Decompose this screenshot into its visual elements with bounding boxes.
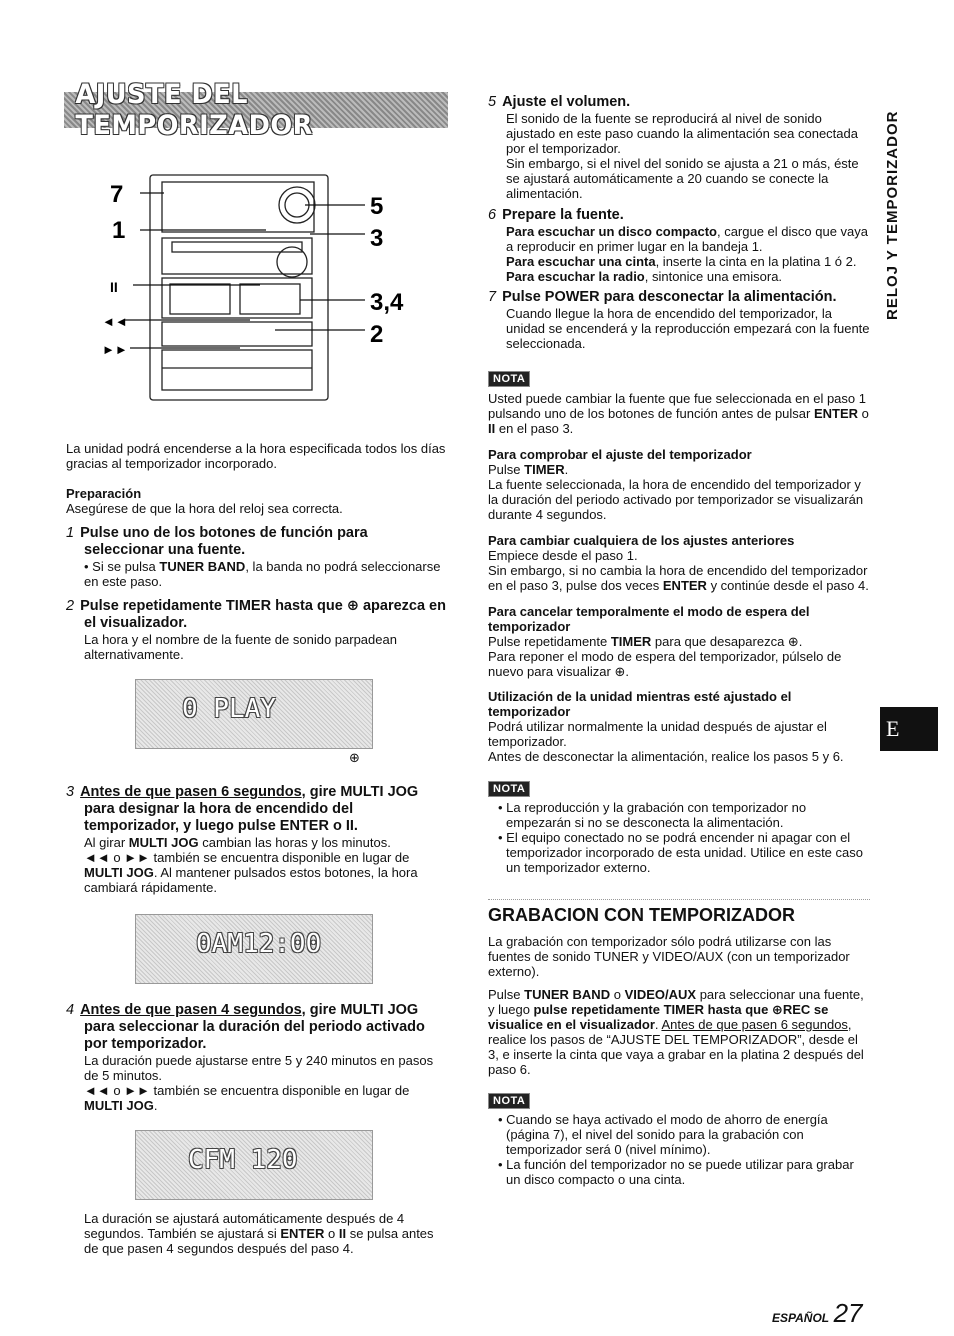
step-5 [488, 94, 870, 201]
diagram-label-ff: ►► [102, 342, 128, 357]
nota-2 [488, 779, 870, 875]
change-title: Para cambiar cualquiera de los ajustes anteriores [488, 533, 795, 548]
step-6-radio: Para escuchar la radio, sintonice una emisora. [506, 269, 783, 284]
diagram-label-5: 5 [370, 193, 384, 220]
diagram-label-34: 3,4 [370, 289, 404, 316]
step-3-line-1: Al girar MULTI JOG cambian las horas y los minutos. [84, 835, 391, 850]
change-text: Sin embargo, si no cambia la hora de encendido del temporizador en el paso 3, pulse dos veces ENTER y continúe desde el paso 4. [488, 563, 869, 593]
cancel-text-2: Para reponer el modo de espera del temporizador, púlselo de nuevo para visualizar ⊕. [488, 649, 842, 679]
step-1-title: 1 Pulse uno de los botones de función para seleccionar una fuente. [66, 525, 368, 558]
step-2 [66, 598, 446, 662]
language-tab-letter: E [886, 716, 900, 741]
step-1 [66, 525, 446, 589]
step-5-text-2: Sin embargo, si el nivel del sonido se ajusta a 21 o más, éste se ajustará automáticamente a 20 cuando se conecte la alimentación. [506, 156, 859, 201]
step-7-text: Cuando llegue la hora de encendido del temporizador, la unidad se encenderá y la reproducción empezará con la fuente seleccionada. [506, 306, 870, 351]
page-number: 27 [833, 1298, 863, 1328]
cancel-title: Para cancelar temporalmente el modo de espera del temporizador [488, 604, 810, 634]
use-section [488, 689, 870, 764]
check-title: Para comprobar el ajuste del temporizador [488, 447, 752, 462]
page-title: AJUSTE DEL TEMPORIZADOR [75, 79, 313, 141]
use-text-1: Podrá utilizar normalmente la unidad después de ajustar el temporizador. [488, 719, 827, 749]
lcd-display-3 [135, 1130, 373, 1200]
nota-1-text: Usted puede cambiar la fuente que fue seleccionada en el paso 1 pulsando uno de los botones de función antes de pulsar ENTER o II en el paso 3. [488, 391, 869, 436]
step-4-line-2: ◄◄ o ►► también se encuentra disponible en lugar de MULTI JOG. [84, 1083, 410, 1113]
step-5-title: 5 Ajuste el volumen. [488, 94, 631, 110]
diagram-label-2: 2 [370, 321, 384, 348]
change-line-1: Empiece desde el paso 1. [488, 548, 638, 563]
list-item: • El equipo conectado no se podrá encender ni apagar con el temporizador incorporado de esta unidad. Utilice en este caso un temporizador externo. [498, 830, 863, 875]
cancel-text-1: Pulse repetidamente TIMER para que desaparezca ⊕. [488, 634, 803, 649]
page-footer [772, 1298, 863, 1329]
lcd-1-text: 0 PLAY [182, 694, 276, 724]
check-line-1: Pulse TIMER. [488, 462, 569, 477]
step-2-text: La hora y el nombre de la fuente de sonido parpadean alternativamente. [84, 632, 397, 662]
list-item: • Cuando se haya activado el modo de ahorro de energía (página 7), el nivel del sonido para la grabación con temporizador será 0 (nivel mínimo). [498, 1112, 828, 1157]
check-text: La fuente seleccionada, la hora de encendido del temporizador y la duración del periodo activado por temporizador se visualizarán durante 4 segundos. [488, 477, 864, 522]
step-6-title: 6 Prepare la fuente. [488, 207, 624, 223]
check-section [488, 447, 870, 522]
timer-symbol: ⊕ [349, 750, 360, 765]
grab-title: GRABACION CON TEMPORIZADOR [488, 905, 795, 925]
nota-3 [488, 1091, 870, 1187]
step-3 [66, 784, 446, 895]
diagram-label-rew: ◄◄ [102, 314, 128, 329]
step-4-after-text: La duración se ajustará automáticamente después de 4 segundos. También se ajustará si ENTER o II se pulsa antes de que pasen 4 segundos después del paso 4. [84, 1211, 434, 1256]
nota-1-badge: NOTA [488, 371, 530, 387]
nota-3-list [488, 1112, 870, 1187]
list-item: • La función del temporizador no se puede utilizar para grabar un disco compacto o una cinta. [498, 1157, 854, 1187]
step-6 [488, 207, 870, 284]
change-section [488, 533, 870, 593]
side-section-label: RELOJ Y TEMPORIZADOR [884, 110, 901, 320]
step-4-line-1: La duración puede ajustarse entre 5 y 240 minutos en pasos de 5 minutos. [84, 1053, 434, 1083]
nota-2-list [488, 800, 870, 875]
use-title: Utilización de la unidad mientras esté ajustado el temporizador [488, 689, 792, 719]
step-7-title: 7 Pulse POWER para desconectar la alimentación. [488, 289, 837, 305]
page-title-banner [64, 79, 448, 141]
diagram-label-7: 7 [110, 181, 124, 208]
lcd-2-text: 0AM12:00 [196, 929, 322, 959]
stereo-diagram [100, 170, 430, 410]
grab-section [488, 899, 870, 1077]
cancel-section [488, 604, 870, 679]
prep-text: Asegúrese de que la hora del reloj sea correcta. [66, 501, 343, 516]
language-tab [880, 707, 938, 751]
lcd-display-2 [135, 914, 373, 984]
diagram-label-3: 3 [370, 225, 384, 252]
use-text-2: Antes de desconectar la alimentación, realice los pasos 5 y 6. [488, 749, 844, 764]
step-4-title: 4 Antes de que pasen 4 segundos, gire MULTI JOG para seleccionar la duración del periodo activado por temporizador. [66, 1002, 425, 1052]
nota-1 [488, 369, 870, 436]
step-3-title: 3 Antes de que pasen 6 segundos, gire MULTI JOG para designar la hora de encendido del temporizador, y luego pulse ENTER o II. [66, 784, 419, 834]
diagram-label-1: 1 [112, 217, 126, 244]
step-6-cd: Para escuchar un disco compacto, cargue el disco que vaya a reproducir en primer lugar en la bandeja 1. [506, 224, 869, 254]
diagram-label-pause: II [110, 279, 118, 295]
intro-text: La unidad podrá encenderse a la hora especificada todos los días gracias al temporizador incorporado. [66, 441, 446, 471]
left-column [66, 441, 446, 662]
right-column [488, 94, 870, 1187]
step-7 [488, 289, 870, 351]
lcd-3-text: CFM 120 [188, 1145, 298, 1175]
step-4 [66, 1002, 446, 1113]
step-5-text-1: El sonido de la fuente se reproducirá al nivel de sonido ajustado en este paso cuando la alimentación sea conectada por el temporizador. [506, 111, 858, 156]
footer-language: ESPAÑOL [772, 1311, 830, 1325]
nota-2-badge: NOTA [488, 781, 530, 797]
prep-title: Preparación [66, 486, 142, 501]
lcd-display-1 [135, 679, 373, 749]
step-3-line-2: ◄◄ o ►► también se encuentra disponible en lugar de MULTI JOG. Al mantener pulsados estos botones, la hora cambiará rápidamente. [84, 850, 418, 895]
grab-text-2: Pulse TUNER BAND o VIDEO/AUX para seleccionar una fuente, y luego pulse repetidamente TIMER hasta que ⊕REC se visualice en el visualizador. Antes de que pasen 6 segundos, realice los pasos de “AJUSTE DEL TEMPORIZADOR”, desde el 3, e inserte la cinta que vaya a grabar en la platina 2 después del paso 6. [488, 987, 864, 1077]
step-4-after [84, 1211, 444, 1256]
nota-3-badge: NOTA [488, 1093, 530, 1109]
step-2-title: 2 Pulse repetidamente TIMER hasta que ⊕ aparezca en el visualizador. [66, 598, 446, 631]
step-6-tape: Para escuchar una cinta, inserte la cinta en la platina 1 ó 2. [506, 254, 857, 269]
list-item: • La reproducción y la grabación con temporizador no empezarán si no se desconecta la alimentación. [498, 800, 807, 830]
grab-text-1: La grabación con temporizador sólo podrá utilizarse con las fuentes de sonido TUNER y VIDEO/AUX (con un temporizador externo). [488, 934, 850, 979]
step-1-note: • Si se pulsa TUNER BAND, la banda no podrá seleccionarse en este paso. [84, 559, 441, 589]
